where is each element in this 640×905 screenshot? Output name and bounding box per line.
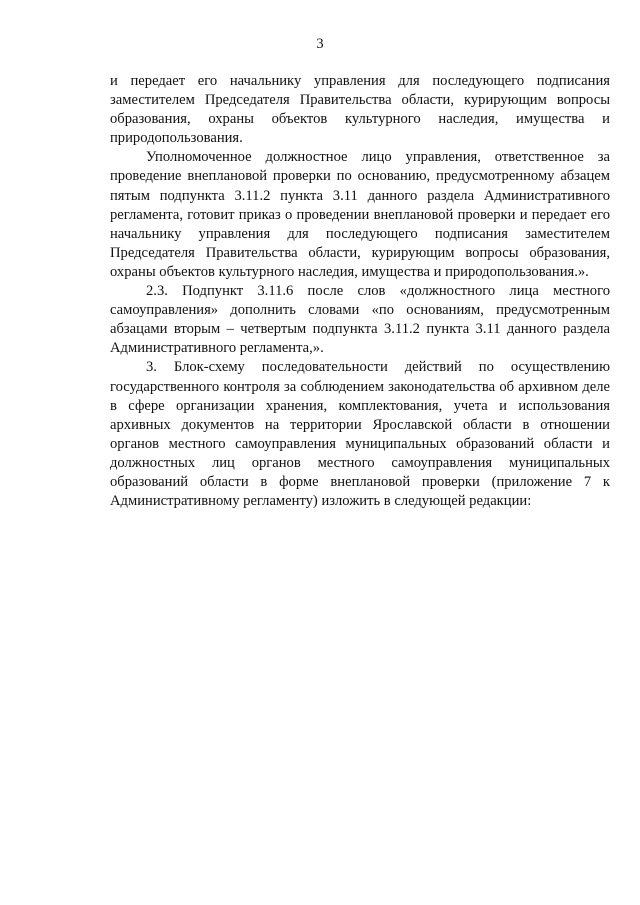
- paragraph-2-3: 2.3. Подпункт 3.11.6 после слов «должностного лица местного самоуправления» дополнить словами «по основаниям, предусмотренным абзацами вторым – четвертым подпункта 3.11.2 пункта 3.11 данного раздела Административного регламента,».: [110, 283, 610, 357]
- page-number: 3: [316, 36, 324, 52]
- paragraph-authorized-official: Уполномоченное должностное лицо управления, ответственное за проведение внеплановой проверки по основанию, предусмотренному абзацем пятым подпункта 3.11.2 пункта 3.11 данного раздела Административного регламента, готовит приказ о проведении внеплановой проверки и передает его начальнику управления для последующего подписания заместителем Председателя Правительства области, курирующим вопросы образования, охраны объектов культурного наследия, имущества и природопользования.».: [110, 149, 610, 280]
- document-body: [110, 72, 610, 511]
- paragraph-3: 3. Блок-схему последовательности действий по осуществлению государственного контроля за соблюдением законодательства об архивном деле в сфере организации хранения, комплектования, учета и использования архивных документов на территории Ярославской области в отношении органов местного самоуправления муниципальных образований области и должностных лиц органов местного самоуправления муниципальных образований области в форме внеплановой проверки (приложение 7 к Административному регламенту) изложить в следующей редакции:: [110, 359, 610, 510]
- paragraph-continuation: и передает его начальнику управления для последующего подписания заместителем Председателя Правительства области, курирующим вопросы образования, охраны объектов культурного наследия, имущества и природопользования.: [110, 73, 610, 147]
